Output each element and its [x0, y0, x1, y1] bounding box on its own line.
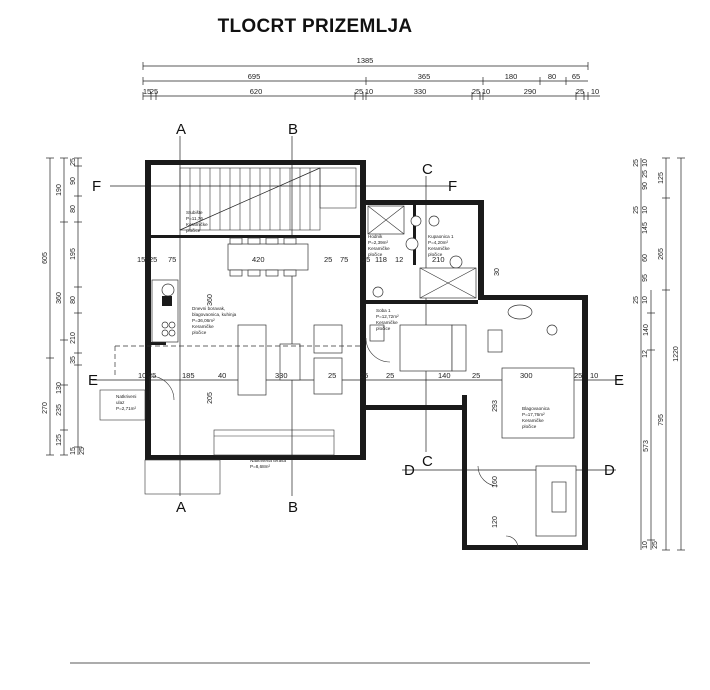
- dim-row3-6: 25: [471, 87, 481, 96]
- room-bedroom-3: pločice: [376, 326, 391, 331]
- dim-right-inner-12: 10: [642, 541, 649, 549]
- room-bath-2: Keramičke: [368, 246, 390, 251]
- dim-left-inner-4: 80: [70, 296, 77, 304]
- dim-right-mid2-1: 573: [643, 440, 650, 452]
- idim-12: 185: [182, 371, 195, 380]
- dim-right-inner-9: 25: [633, 296, 640, 304]
- dim-right-inner-7: 60: [642, 254, 649, 262]
- room-dining2-3: pločice: [522, 424, 537, 429]
- room-bedroom-0: Soba 1: [376, 308, 391, 313]
- room-bedroom-2: Keramičke: [376, 320, 398, 325]
- dim-row3-5: 330: [413, 87, 427, 96]
- idim-7: 118: [375, 255, 387, 264]
- room-entry-1: ulaz: [116, 400, 125, 405]
- room-stairs-1: P=11,76: [186, 216, 203, 221]
- dim-left-outer-1: 270: [42, 402, 49, 414]
- room-living-4: pločice: [192, 330, 207, 335]
- dim-row2-0: 695: [247, 72, 261, 81]
- dim-row3-0: 15: [142, 87, 152, 96]
- room-wc-3: pločice: [428, 252, 443, 257]
- idim-11: 10: [138, 371, 147, 380]
- stairs: [180, 168, 356, 230]
- room-wc-1: P=4,20m²: [428, 240, 449, 245]
- idim-9: 210: [432, 255, 445, 264]
- dim-right-inner-0: 25: [633, 159, 640, 167]
- room-stairs-3: pločice: [186, 228, 201, 233]
- walls: [145, 160, 588, 550]
- dim-row2-2: 180: [504, 72, 518, 81]
- room-bedroom-1: P=12,72m²: [376, 314, 399, 319]
- dim-right-inner-2: 90: [642, 182, 649, 190]
- dim-right-outer: 1220: [673, 346, 680, 362]
- room-bath-1: P=2,39m²: [368, 240, 389, 245]
- idim-24: 360: [207, 294, 214, 306]
- dim-right-inner-11: 12: [642, 350, 649, 358]
- section-d-right: D: [604, 462, 615, 479]
- dim-left-inner-2: 80: [70, 205, 77, 213]
- section-c-bottom: C: [422, 453, 433, 470]
- room-dining2-2: Keramičke: [522, 418, 544, 423]
- room-terrace-1: P=8,68m²: [250, 464, 271, 469]
- dim-left-inner-3: 195: [70, 248, 77, 260]
- dim-row3-1: 25: [149, 87, 159, 96]
- idim-13: 40: [218, 371, 227, 380]
- dim-right-inner-13: 25: [652, 541, 659, 549]
- dim-left-mid-1: 360: [56, 292, 63, 304]
- section-b-top: B: [288, 121, 299, 138]
- room-stairs-0: Stubište: [186, 210, 203, 215]
- dim-row2-3: 80: [547, 72, 557, 81]
- room-living-3: Keramičke: [192, 324, 214, 329]
- dim-left-mid-3: 235: [56, 404, 63, 416]
- room-living-0: Dnevni boravak,: [192, 306, 226, 311]
- top-dimension-chains: [143, 56, 600, 100]
- idim-16: 25: [360, 371, 369, 380]
- dim-left-mid-4: 125: [56, 434, 63, 446]
- room-bath-3: pločice: [368, 252, 383, 257]
- dim-right-inner-8: 95: [642, 274, 649, 282]
- room-bath-0: Hodnik: [368, 234, 383, 239]
- idim-1: 25: [149, 255, 158, 264]
- dim-row3-2: 620: [249, 87, 263, 96]
- dim-right-inner-6: 145: [642, 222, 649, 234]
- page-title: TLOCRT PRIZEMLJA: [217, 16, 413, 37]
- dim-left-inner-6: 35: [70, 356, 77, 364]
- section-f-right: F: [448, 178, 458, 195]
- idim-8: 12: [395, 255, 404, 264]
- idim-28: 30: [494, 268, 501, 276]
- room-living-1: blagovaonica, kuhinja: [192, 312, 237, 317]
- idim-3: 420: [252, 255, 265, 264]
- section-a-bottom: A: [176, 499, 187, 516]
- dim-right-inner-4: 25: [633, 206, 640, 214]
- dim-right-inner-10: 10: [642, 296, 649, 304]
- dim-overall: 1385: [356, 56, 374, 65]
- idim-10: 25: [148, 371, 157, 380]
- section-d-left: D: [404, 462, 415, 479]
- dim-row3-9: 25: [575, 87, 585, 96]
- idim-20: 300: [520, 371, 533, 380]
- dim-row2-1: 365: [417, 72, 431, 81]
- dim-right-mid-2: 795: [658, 414, 665, 426]
- section-a-top: A: [176, 121, 187, 138]
- right-dimension-chains: [633, 158, 685, 550]
- left-dimension-chains: [42, 158, 86, 455]
- dim-right-inner-5: 10: [642, 206, 649, 214]
- idim-14: 330: [275, 371, 288, 380]
- dim-right-mid-1: 265: [658, 248, 665, 260]
- dim-left-inner-7: 15: [70, 447, 77, 455]
- dim-row3-8: 290: [523, 87, 537, 96]
- room-terrace-0: Natkrivena terasa: [250, 458, 287, 463]
- idim-25: 293: [492, 400, 499, 412]
- room-wc-2: Keramičke: [428, 246, 450, 251]
- idim-22: 10: [590, 371, 599, 380]
- dim-left-outer-0: 605: [42, 252, 49, 264]
- dim-row3-7: 10: [481, 87, 491, 96]
- section-e-left: E: [88, 372, 99, 389]
- idim-5: 75: [340, 255, 349, 264]
- idim-6: 25: [362, 255, 371, 264]
- idim-2: 75: [168, 255, 177, 264]
- dim-left-inner-5: 210: [70, 332, 77, 344]
- idim-4: 25: [324, 255, 333, 264]
- idim-15: 25: [328, 371, 337, 380]
- dim-row2-4: 65: [571, 72, 581, 81]
- idim-18: 140: [438, 371, 451, 380]
- dim-left-mid-0: 190: [56, 184, 63, 196]
- dim-right-mid-0: 125: [658, 172, 665, 184]
- dim-right-inner-3: 25: [642, 170, 649, 178]
- room-dining2-1: P=17,76m²: [522, 412, 545, 417]
- dim-left-inner-1: 90: [70, 177, 77, 185]
- dim-left-mid-2: 130: [56, 382, 63, 394]
- room-entry-2: P=2,71m²: [116, 406, 137, 411]
- dim-left-inner-0: 25: [70, 158, 77, 166]
- idim-26: 160: [492, 476, 499, 488]
- section-f-left: F: [92, 178, 102, 195]
- section-c-top: C: [422, 161, 433, 178]
- room-entry-0: Natkriveni: [116, 394, 137, 399]
- idim-23: 205: [207, 392, 214, 404]
- dim-right-inner-1: 10: [642, 159, 649, 167]
- room-dining2-0: Blagovaonica: [522, 406, 550, 411]
- section-b-bottom: B: [288, 499, 299, 516]
- section-e-right: E: [614, 372, 625, 389]
- dim-left-inner-8: 25: [79, 447, 86, 455]
- dim-right-mid2-0: 140: [643, 324, 650, 336]
- idim-0: 15: [137, 255, 146, 264]
- room-stairs-2: Keramičke: [186, 222, 208, 227]
- room-living-2: P=36,06m²: [192, 318, 215, 323]
- dim-row3-3: 25: [354, 87, 364, 96]
- idim-19: 25: [472, 371, 481, 380]
- dim-row3-4: 10: [364, 87, 374, 96]
- idim-27: 120: [492, 516, 499, 528]
- dim-row3-10: 10: [590, 87, 600, 96]
- room-wc-0: Kupaonica 1: [428, 234, 454, 239]
- idim-17: 25: [386, 371, 395, 380]
- idim-21: 25: [574, 371, 583, 380]
